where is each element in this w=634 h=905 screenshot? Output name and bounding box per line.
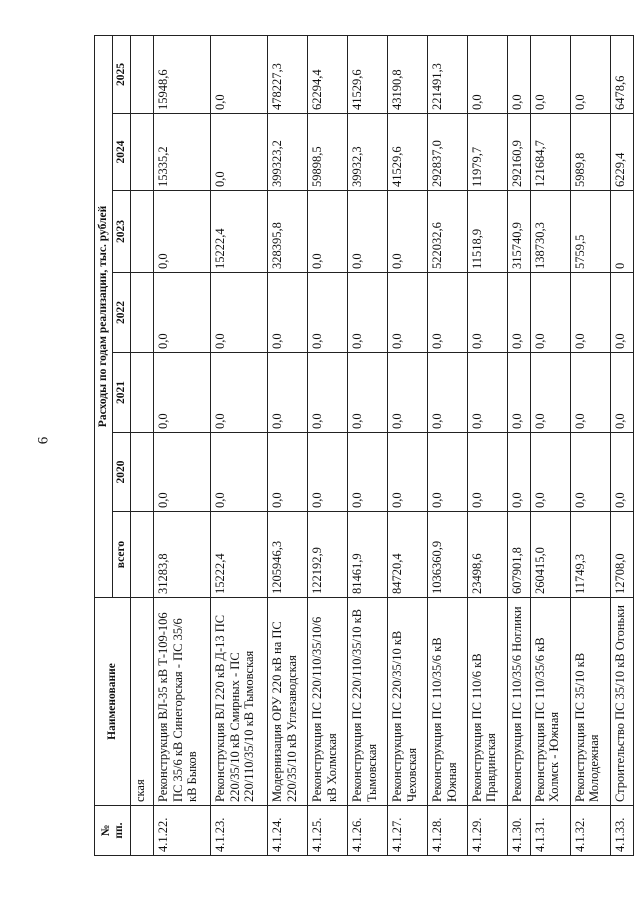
row-year-value: 5989,8 (570, 114, 610, 191)
row-total: 31283,8 (154, 512, 211, 598)
row-name: Модернизация ОРУ 220 кВ на ПС 220/35/10 кВ Углезаводская (268, 598, 308, 806)
year-header: 2022 (113, 273, 131, 353)
empty-cell (131, 114, 154, 191)
row-year-value: 43190,8 (388, 35, 428, 113)
row-year-value: 0,0 (348, 273, 388, 353)
row-year-value: 0,0 (531, 353, 571, 433)
row-name: Реконструкция ПС 110/35/6 Ноглики (508, 598, 531, 806)
total-header: всего (113, 512, 131, 598)
year-header: 2021 (113, 353, 131, 433)
row-year-value: 0,0 (388, 191, 428, 273)
row-year-value: 0,0 (348, 353, 388, 433)
row-year-value: 41529,6 (348, 35, 388, 113)
row-year-value: 0,0 (348, 191, 388, 273)
row-name: Реконструкция ПС 35/10 кВ Молодежная (570, 598, 610, 806)
row-year-value: 0,0 (428, 273, 468, 353)
empty-cell (131, 273, 154, 353)
table-row (211, 35, 268, 855)
empty-cell (131, 433, 154, 512)
expenses-table (94, 35, 634, 856)
row-year-value: 328395,8 (268, 191, 308, 273)
row-number: 4.1.26. (348, 806, 388, 856)
row-total: 607901,8 (508, 512, 531, 598)
row-year-value: 0,0 (610, 353, 633, 433)
row-year-value: 0,0 (154, 191, 211, 273)
row-year-value: 41529,6 (388, 114, 428, 191)
row-year-value: 0,0 (570, 433, 610, 512)
row-year-value: 0,0 (468, 433, 508, 512)
row-year-value: 0,0 (610, 273, 633, 353)
year-header: 2023 (113, 191, 131, 273)
row-year-value: 0,0 (570, 35, 610, 113)
row-year-value: 0,0 (428, 433, 468, 512)
continuation-text: ская (131, 598, 154, 806)
row-name: Реконструкция ПС 220/110/35/10/6 кВ Холмская (308, 598, 348, 806)
table-row (570, 35, 610, 855)
row-year-value: 0,0 (508, 35, 531, 113)
row-number: 4.1.31. (531, 806, 571, 856)
row-year-value: 0,0 (154, 433, 211, 512)
row-number: 4.1.30. (508, 806, 531, 856)
empty-cell (131, 512, 154, 598)
continuation-row (131, 35, 154, 855)
row-year-value: 0,0 (211, 114, 268, 191)
row-year-value: 0,0 (308, 191, 348, 273)
row-year-value: 0,0 (468, 353, 508, 433)
row-year-value: 121684,7 (531, 114, 571, 191)
table-row (531, 35, 571, 855)
row-total: 260415,0 (531, 512, 571, 598)
row-year-value: 221491,3 (428, 35, 468, 113)
empty-cell (131, 353, 154, 433)
table-row (388, 35, 428, 855)
row-year-value: 0,0 (508, 273, 531, 353)
year-header: 2025 (113, 35, 131, 113)
table-row (348, 35, 388, 855)
row-year-value: 138730,3 (531, 191, 571, 273)
row-year-value: 15335,2 (154, 114, 211, 191)
table-row (468, 35, 508, 855)
row-number: 4.1.29. (468, 806, 508, 856)
name-header: Наименование (95, 598, 131, 806)
row-number: 4.1.32. (570, 806, 610, 856)
empty-cell (131, 191, 154, 273)
row-year-value: 0,0 (211, 433, 268, 512)
row-year-value: 0,0 (388, 273, 428, 353)
empty-cell (131, 35, 154, 113)
row-name: Реконструкция ПС 110/35/6 кВ Южная (428, 598, 468, 806)
row-total: 122192,9 (308, 512, 348, 598)
row-year-value: 0,0 (570, 273, 610, 353)
row-total: 23498,6 (468, 512, 508, 598)
row-year-value: 6229,4 (610, 114, 633, 191)
row-year-value: 0,0 (388, 433, 428, 512)
row-year-value: 0,0 (308, 433, 348, 512)
row-year-value: 0,0 (468, 273, 508, 353)
row-total: 11749,3 (570, 512, 610, 598)
row-number: 4.1.25. (308, 806, 348, 856)
row-year-value: 39932,3 (348, 114, 388, 191)
row-year-value: 399323,2 (268, 114, 308, 191)
row-year-value: 0,0 (308, 273, 348, 353)
row-year-value: 6478,6 (610, 35, 633, 113)
row-total: 81461,9 (348, 512, 388, 598)
row-year-value: 0,0 (268, 353, 308, 433)
row-number: 4.1.27. (388, 806, 428, 856)
row-year-value: 15948,6 (154, 35, 211, 113)
row-year-value: 0,0 (610, 433, 633, 512)
row-year-value: 5759,5 (570, 191, 610, 273)
row-year-value: 11518,9 (468, 191, 508, 273)
header-row-1 (95, 35, 113, 855)
row-year-value: 11979,7 (468, 114, 508, 191)
row-year-value: 0,0 (211, 35, 268, 113)
row-year-value: 0,0 (268, 273, 308, 353)
row-year-value: 0,0 (570, 353, 610, 433)
table-row (154, 35, 211, 855)
row-number: 4.1.28. (428, 806, 468, 856)
row-name: Реконструкция ПС 110/35/6 кВ Холмск - Южная (531, 598, 571, 806)
row-total: 84720,4 (388, 512, 428, 598)
year-header: 2024 (113, 114, 131, 191)
row-year-value: 0,0 (268, 433, 308, 512)
row-year-value: 292837,0 (428, 114, 468, 191)
row-year-value: 0,0 (154, 353, 211, 433)
row-year-value: 0,0 (388, 353, 428, 433)
table-row (268, 35, 308, 855)
row-year-value: 292160,9 (508, 114, 531, 191)
row-year-value: 315740,9 (508, 191, 531, 273)
row-total: 15222,4 (211, 512, 268, 598)
row-name: Реконструкция ВЛ-35 кВ Т-109-106 ПС 35/6 кВ Синегорская - ПС 35/6 кВ Быков (154, 598, 211, 806)
row-name: Реконструкция ПС 220/110/35/10 кВ Тымовская (348, 598, 388, 806)
row-total: 12708,0 (610, 512, 633, 598)
empty-cell (131, 806, 154, 856)
row-year-value: 0,0 (508, 433, 531, 512)
row-number: 4.1.23. (211, 806, 268, 856)
row-year-value: 0,0 (211, 353, 268, 433)
row-year-value: 0,0 (154, 273, 211, 353)
row-number: 4.1.33. (610, 806, 633, 856)
table-row (508, 35, 531, 855)
table-row (610, 35, 633, 855)
row-year-value: 62294,4 (308, 35, 348, 113)
page-number: 6 (35, 436, 52, 445)
row-year-value: 0,0 (531, 433, 571, 512)
rotated-page-content (94, 36, 634, 856)
row-year-value: 59898,5 (308, 114, 348, 191)
row-year-value: 0,0 (211, 273, 268, 353)
num-header: № пп. (95, 806, 131, 856)
row-name: Реконструкция ВЛ 220 кВ Д-13 ПС 220/35/10 кВ Смирных - ПС 220/110/35/10 кВ Тымовская (211, 598, 268, 806)
row-year-value: 0,0 (348, 433, 388, 512)
table-row (428, 35, 468, 855)
row-number: 4.1.22. (154, 806, 211, 856)
row-year-value: 0,0 (308, 353, 348, 433)
year-header: 2020 (113, 433, 131, 512)
row-year-value: 0,0 (468, 35, 508, 113)
row-year-value: 0,0 (531, 35, 571, 113)
row-year-value: 0,0 (531, 273, 571, 353)
row-year-value: 0 (610, 191, 633, 273)
row-year-value: 522032,6 (428, 191, 468, 273)
row-year-value: 478227,3 (268, 35, 308, 113)
row-name: Реконструкция ПС 220/35/10 кВ Чеховская (388, 598, 428, 806)
row-total: 1036360,9 (428, 512, 468, 598)
row-name: Строительство ПС 35/10 кВ Огоньки (610, 598, 633, 806)
row-year-value: 15222,4 (211, 191, 268, 273)
row-year-value: 0,0 (428, 353, 468, 433)
expenses-header: Расходы по годам реализации, тыс. рублей (95, 35, 113, 597)
row-name: Реконструкция ПС 110/6 кВ Правдинская (468, 598, 508, 806)
table-row (308, 35, 348, 855)
row-year-value: 0,0 (508, 353, 531, 433)
row-number: 4.1.24. (268, 806, 308, 856)
row-total: 1205946,3 (268, 512, 308, 598)
